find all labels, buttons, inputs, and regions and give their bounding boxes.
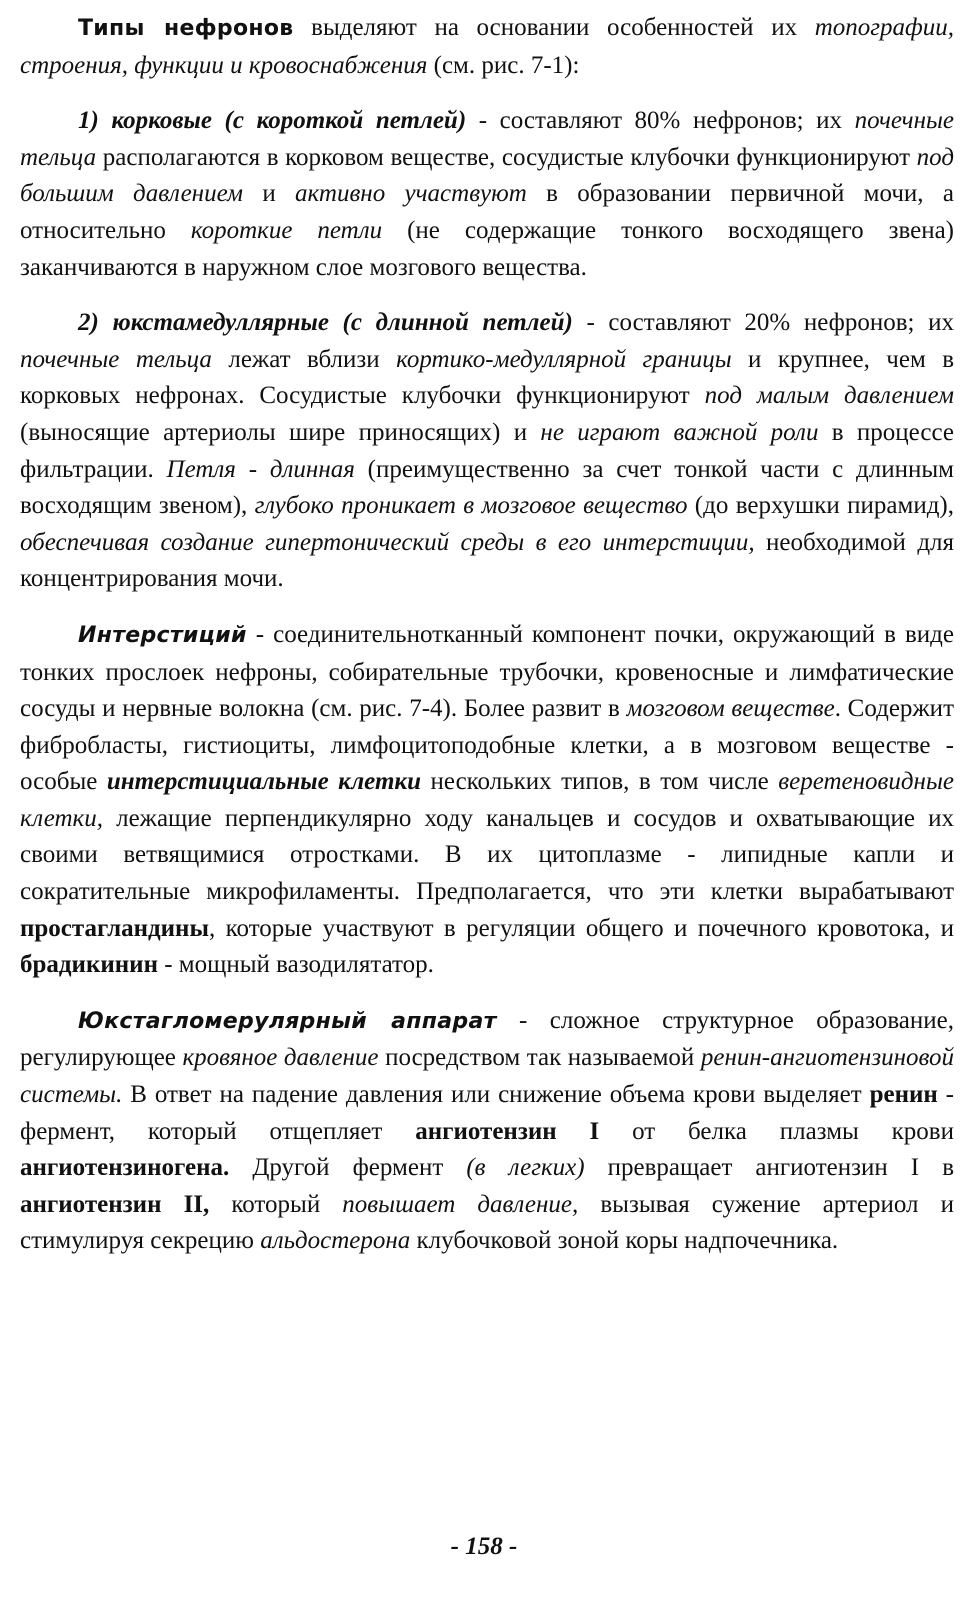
text-run: (выносящие артериолы шире приносящих) и [20,418,541,446]
text-run: ангиотензин I [415,1117,600,1145]
text-run: интерстициальные клетки [106,768,421,796]
text-run: кортико-медуллярной границы [396,345,732,373]
text-run: альдостерона [260,1227,411,1255]
text-run: - составляют 80% нефронов; их [466,107,855,135]
text-run: (в легких) [466,1154,585,1182]
paragraph-nephron-types [20,10,954,84]
section-term: Типы нефронов [78,16,294,41]
text-run: лежащие перпендикулярно ходу канальцев и сосудов и охватывающие их своими ветвящимися отростками. В их цитоплазме - липидные капли и сократительные микрофиламенты. Предполагается, что эти клетки вырабатывают [20,804,954,906]
text-run: . Содержит фибробласты, гистиоциты, лимфоцитоподобные клетки, а в мозговом веществе - особые [20,695,954,796]
text-run: - сложное структурное образование, регулирующее [20,1006,954,1072]
text-run: (до верхушки пирамид), [687,492,954,520]
paragraph-cortical-nephrons [20,103,954,286]
text-run: и [243,180,296,208]
text-run: (не содержащие тонкого восходящего звена) заканчиваются в наружном слое мозгового вещества. [20,216,954,281]
text-run: под большим давлением [20,143,954,208]
text-run: посредством так называемой [378,1044,701,1072]
paragraph-juxtaglomerular-apparatus [20,1003,954,1260]
text-run: от белка плазмы крови [599,1117,954,1145]
text-run: клубочковой зоной коры надпочечника. [410,1227,839,1255]
paragraph-interstitium [20,617,954,984]
text-run: 2) юкстамедуллярные (с длинной петлей) [78,309,573,337]
text-run: ренин [869,1081,938,1109]
text-run: в процессе фильтрации. [20,418,954,483]
text-run: в образовании первичной мочи, а относительно [20,180,954,244]
section-term: Интерстиций [78,622,247,648]
text-run: - составляют 20% нефронов; их [572,309,954,337]
text-run: не играют важной роли [540,418,819,446]
text-run: лежат вблизи [211,345,397,373]
text-run: почечные тельца [20,345,212,373]
text-run: под малым давлением [704,382,954,410]
page-number: - 158 - [450,1533,518,1560]
text-run: мозговом веществе [626,695,835,723]
text-run: ангиотензиногена. [20,1154,230,1182]
text-run: 1) корковые (с короткой петлей) [78,107,467,135]
text-run: Петля - длинная [166,455,355,483]
text-run: В ответ на падение давления или снижение объема крови выделяет [122,1081,870,1109]
text-run: Другой фермент [229,1154,467,1182]
text-run: ренин-ангиотензиновой системы. [20,1044,955,1109]
text-run: брадикинин [20,951,158,979]
section-term: Юкстагломерулярный аппарат [78,1008,497,1034]
text-run: необходимой для концентрирования мочи. [20,528,955,593]
text-run: глубоко проникает в мозговое вещество [254,492,688,520]
text-run: простагландины [20,914,209,942]
text-run: - мощный вазодилятатор. [157,951,434,979]
text-run: - соединительнотканный компонент почки, окружающий в виде тонких прослоек нефроны, собирательные трубочки, кровеносные и лимфатические сосуды и нервные волокна (см. рис. 7-4). Более развит в [20,620,954,723]
text-run: активно участвуют [295,180,527,208]
text-run: короткие петли [190,216,383,244]
text-run: веретеновидные клетки, [20,768,954,832]
page-body [20,10,954,1279]
text-run: - фермент, который отщепляет [20,1081,955,1145]
text-run: обеспечивая создание гипертонический среды в его интерстиции, [20,528,755,556]
text-run: располагаются в корковом веществе, сосудистые клубочки функционируют [96,143,917,171]
text-run: (см. рис. 7-1): [427,51,580,79]
text-run: кровяное давление [182,1044,379,1072]
text-run: который [209,1190,343,1218]
text-run: почечные тельца [20,107,954,171]
text-run: превращает ангиотензин I в [584,1154,955,1182]
text-run: , которые участвуют в регуляции общего и почечного кровотока, и [208,914,954,942]
text-run: выделяют на основании особенностей их [293,14,815,41]
text-run: и крупнее, чем в корковых нефронах. Сосудистые клубочки функционируют [20,345,954,410]
text-run: нескольких типов, в том числе [420,768,779,796]
text-run: (преимущественно за счет тонкой части с длинным восходящим звеном), [20,455,954,520]
text-run: вызывая сужение артериол и стимулируя секрецию [20,1190,954,1255]
text-run: ангиотензин II, [20,1190,210,1218]
text-run: повышает давление, [342,1190,579,1218]
paragraph-juxtamedullary-nephrons [20,305,954,598]
text-run: топографии, строения, функции и кровоснабжения [20,14,955,79]
